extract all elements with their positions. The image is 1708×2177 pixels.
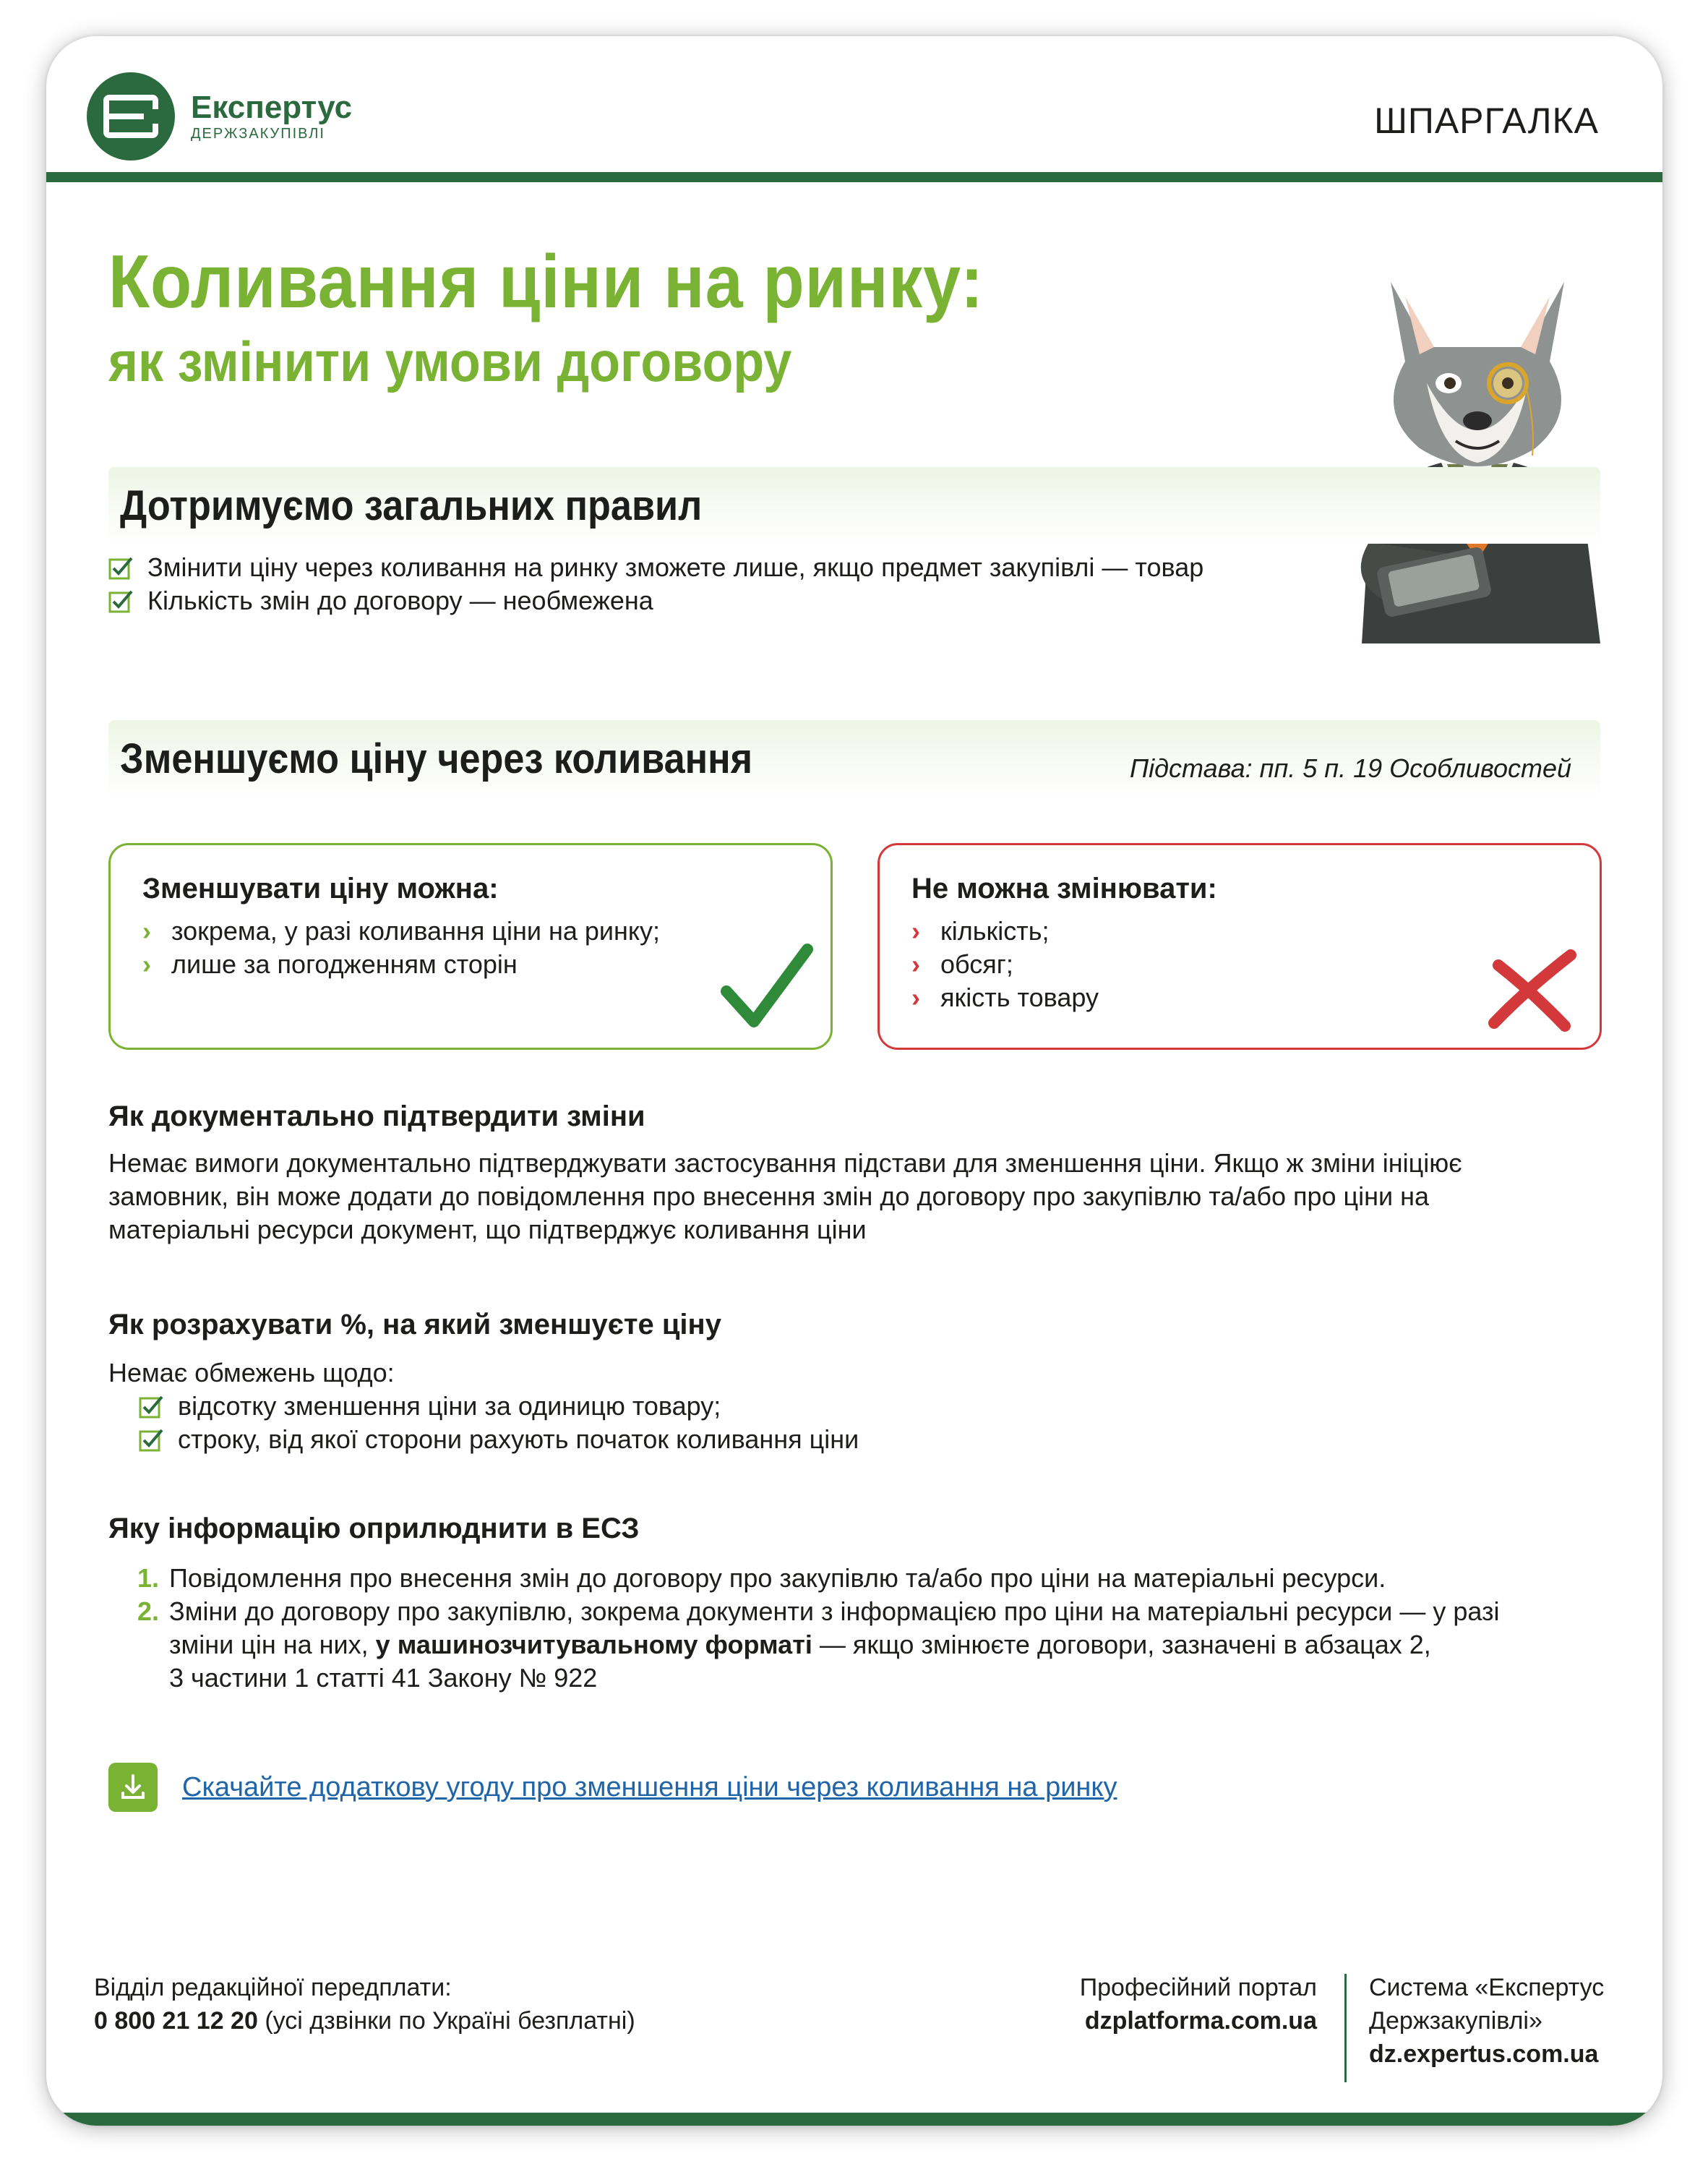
wolf-mascot-illustration: [1318, 239, 1636, 643]
download-link[interactable]: Скачайте додаткову угоду про зменшення ціни через коливання на ринку: [182, 1771, 1117, 1802]
allowed-item: › лише за погодженням сторін: [171, 948, 660, 981]
general-rules-band: [108, 467, 1600, 544]
chevron-right-icon: ›: [911, 916, 920, 946]
brand-name: Експертус: [191, 90, 353, 125]
system-url[interactable]: dz.expertus.com.ua: [1369, 2040, 1599, 2068]
chevron-right-icon: ›: [911, 949, 920, 979]
percent-heading: Як розрахувати %, на який зменшуєте ціну: [108, 1309, 721, 1340]
percent-item-text: строку, від якої сторони рахують початок коливання ціни: [178, 1424, 859, 1454]
checkmark-icon: [719, 941, 813, 1035]
publish-item: 2. Зміни до договору про закупівлю, зокрема документи з інформацією про ціни на матеріальні ресурси — у разі зміни цін на них, у машинозчитувальному форматі — якщо змінюєте договори, зазначені в абзацах 2, 3 частини 1 статті 41 Закону № 922: [137, 1596, 1500, 1693]
forbidden-box: [877, 843, 1602, 1050]
general-rule-item: [108, 551, 1203, 584]
allowed-item: › зокрема, у разі коливання ціни на ринку;: [171, 915, 660, 948]
system-info: Система «Експертус Держзакупівлі» dz.expertus.com.ua: [1369, 1974, 1605, 2068]
checkbox-checked-icon: [139, 1427, 163, 1452]
reduce-price-band: [108, 720, 1600, 797]
page-subtitle: як змінити умови договору: [108, 330, 792, 393]
documents-paragraph: Немає вимоги документально підтверджувати застосування підстави для зменшення ціни. Якщо ж зміни ініціює замовник, він може додати до повідомлення про внесення змін до договору про закупівлю та/або про ціни на матеріальні ресурси документ, що підтверджує коливання ціни: [108, 1148, 1462, 1244]
percent-item: [139, 1423, 859, 1456]
general-rule-text: Кількість змін до договору — необмежена: [147, 586, 653, 615]
subscription-contact: Відділ редакційної передплати: 0 800 21 12 20 (усі дзвінки по Україні безплатні): [94, 1974, 635, 2035]
forbidden-item: › якість товару: [940, 981, 1099, 1014]
general-rule-text: Змінити ціну через коливання на ринку зможете лише, якщо предмет закупівлі — товар: [147, 552, 1204, 582]
download-agreement[interactable]: [108, 1763, 1117, 1812]
publish-list: [137, 1562, 1608, 1695]
forbidden-item: › кількість;: [940, 915, 1099, 948]
forbidden-item: › обсяг;: [940, 948, 1099, 981]
footer-divider: [1344, 1974, 1347, 2082]
header-divider: [46, 172, 1662, 182]
general-rule-item: [108, 584, 653, 617]
percent-intro: Немає обмежень щодо:: [108, 1358, 395, 1387]
publish-item: 1. Повідомлення про внесення змін до договору про закупівлю та/або про ціни на матеріальні ресурси.: [137, 1563, 1386, 1593]
cross-icon: [1481, 948, 1582, 1035]
download-icon[interactable]: [108, 1763, 158, 1812]
percent-item-text: відсотку зменшення ціни за одиницю товару;: [178, 1391, 721, 1421]
expertus-logo-icon: [87, 72, 175, 161]
checkbox-checked-icon: [108, 589, 133, 613]
portal-info: Професійний портал dzplatforma.com.ua: [1079, 1974, 1317, 2035]
legal-basis-note: Підстава: пп. 5 п. 19 Особливостей: [1130, 753, 1571, 783]
brand-logo[interactable]: [87, 72, 352, 161]
documents-heading: Як документально підтвердити зміни: [108, 1100, 645, 1132]
allowed-box: [108, 843, 833, 1050]
chevron-right-icon: ›: [911, 983, 920, 1012]
cheat-sheet-card: [46, 36, 1662, 2126]
brand-subtitle: ДЕРЖЗАКУПІВЛІ: [191, 126, 325, 142]
phone-number[interactable]: 0 800 21 12 20: [94, 2007, 258, 2035]
document-type-label: ШПАРГАЛКА: [1374, 100, 1599, 141]
allowed-title: Зменшувати ціну можна:: [142, 873, 499, 904]
publish-heading: Яку інформацію оприлюднити в ЕСЗ: [108, 1513, 640, 1544]
percent-item: [139, 1390, 721, 1423]
portal-url[interactable]: dzplatforma.com.ua: [1084, 2007, 1317, 2035]
page-title: Коливання ціни на ринку:: [108, 240, 984, 324]
reduce-price-heading: Зменшуємо ціну через коливання: [120, 735, 753, 782]
chevron-right-icon: ›: [142, 916, 151, 946]
general-rules-heading: Дотримуємо загальних правил: [120, 482, 703, 529]
forbidden-title: Не можна змінювати:: [911, 873, 1217, 904]
checkbox-checked-icon: [139, 1394, 163, 1419]
chevron-right-icon: ›: [142, 949, 151, 979]
checkbox-checked-icon: [108, 555, 133, 580]
